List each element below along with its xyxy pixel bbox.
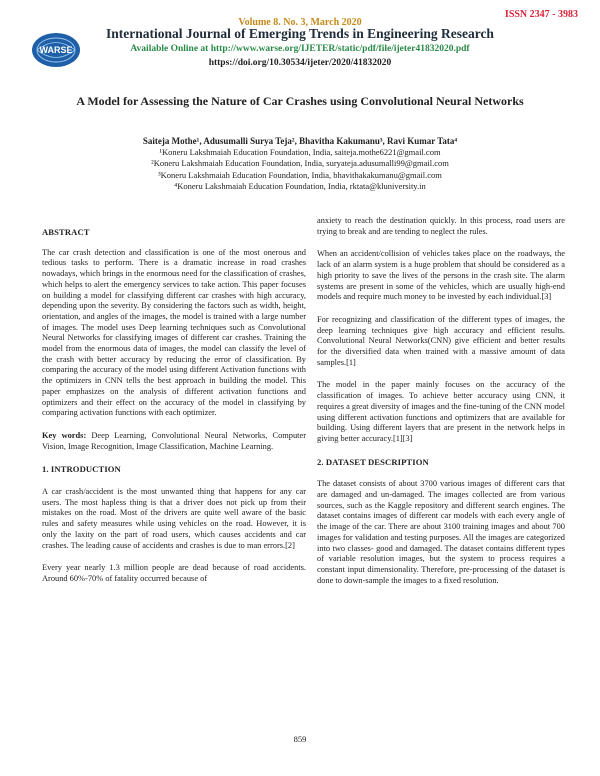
dataset-paragraph: The dataset consists of about 3700 various images of different cars that are damaged and un-damaged. The images collected are from various sources, such as the Kaggle repository and different search engines. The dataset contains images of different car models with each every angle of the image of the car. There are about 3100 training images and about 700 images for validation and testing purposes. All the images are categorized into two classes- good and damaged. The dataset contains different types of variable resolution images, but the system to process requires a constant input dimensionality. Therefore, pre-processing of the dataset is done to down-sample the images to a fixed resolution. [317, 479, 565, 585]
right-column [317, 216, 565, 598]
right-paragraph-2: When an accident/collision of vehicles takes place on the roadways, the lack of an alarm system is a huge problem that should be considered as a high priority to save the lives of the persons in the crash site. The alarm systems are present in some of the vehicles, which are usually high-end models and require much money to be invested by each individual.[3] [317, 249, 565, 302]
paper-title: A Model for Assessing the Nature of Car Crashes using Convolutional Neural Networks [76, 94, 524, 108]
affiliation-4: ⁴Koneru Lakshmaiah Education Foundation, India, rktata@kluniversity.in [174, 180, 426, 191]
affiliation-1: ¹Koneru Lakshmaiah Education Foundation, India, saiteja.mothe6221@gmail.com [159, 147, 441, 157]
volume-label: Volume 8. No. 3, March 2020 [238, 17, 362, 28]
affiliations [0, 147, 600, 192]
keywords-label: Key words: [42, 430, 87, 440]
journal-title: International Journal of Emerging Trends in Engineering Research [106, 26, 494, 41]
page-number: 859 [293, 734, 307, 744]
left-column [42, 216, 306, 597]
introduction-paragraph-1: A car crash/accident is the most unwanted thing that happens for any car users. The most hapless thing is that a driver does not pick up from their mistakes on the road. Most of the drivers are quite well aware of the basic rules and safety measures while using vehicles on the road. However, it is only the laxity on the part of road users, which causes accidents and car crashes. The leading cause of accidents and crashes is due to man errors.[2] [42, 487, 306, 550]
keywords-text: Deep Learning, Convolutional Neural Networks, Computer Vision, Image Recognition, Image Classification, Machine Learning. [42, 430, 306, 451]
affiliation-3: ³Koneru Lakshmaiah Education Foundation, India, bhavithakakumanu@gmail.com [158, 169, 442, 180]
doi-link[interactable]: https://doi.org/10.30534/ijeter/2020/41832020 [208, 58, 392, 68]
dataset-heading: 2. DATASET DESCRIPTION [317, 456, 429, 467]
right-paragraph-3: For recognizing and classification of the different types of images, the deep learning techniques give high accuracy and efficient results. Convolutional Neural Networks(CNN) give efficient and better results for the diversified data when trained with a massive amount of data samples.[1] [317, 314, 565, 367]
introduction-heading: 1. INTRODUCTION [42, 464, 121, 475]
available-online-link[interactable]: Available Online at http://www.warse.org/IJETER/static/pdf/file/ijeter41832020.pdf [130, 44, 470, 54]
right-paragraph-4: The model in the paper mainly focuses on the accuracy of the classification of images. To achieve better accuracy using CNN, it requires a great diversity of images and the fine-tuning of the CNN model using different activation functions and optimizers that are available for building. Using different layers that are present in the network helps in giving better accuracy.[1][3] [317, 380, 565, 443]
right-paragraph-1: anxiety to reach the destination quickly. In this process, road users are trying to break and are tending to neglect the rules. [317, 216, 565, 236]
logo-text: WARSE [39, 45, 73, 55]
keywords [42, 431, 306, 452]
introduction-paragraph-2: Every year nearly 1.3 million people are dead because of road accidents. Around 60%-70% of fatality occurred because of [42, 563, 306, 583]
issn-label: ISSN 2347 - 3983 [504, 9, 578, 20]
abstract-text: The car crash detection and classification is one of the most onerous and tedious tasks to perform. There is a dramatic increase in road crashes nowadays, which brings in the enormous need for the classification of crashes, which helps to alert the emergency services to take action. This paper focuses on building a model for classifying different car crashes with high accuracy, depending upon the severity. By considering the factors such as width, height, orientation, and angles of the images, the model is trained with a large number of images. The model uses Deep learning techniques such as Convolutional Neural Networks for classifying images of different car crashes. Training the model from the enormous data of images, the model can classify the level of the crash with better accuracy by reducing the error of classification. By comparing the accuracy of the model using different Activation functions with the optimizers in CNN tells the best approach in building the model. This paper emphasizes on the analysis of different activation functions and optimizers and their effect on the accuracy of the model in classifying by comparing activation functions with each optimizer. [42, 247, 306, 418]
authors: Saiteja Mothe¹, Adusumalli Surya Teja², Bhavitha Kakumanu³, Ravi Kumar Tata⁴ [142, 136, 458, 146]
abstract-heading: ABSTRACT [42, 227, 90, 237]
affiliation-2: ²Koneru Lakshmaiah Education Foundation, India, suryateja.adusumalli99@gmail.com [151, 158, 449, 169]
